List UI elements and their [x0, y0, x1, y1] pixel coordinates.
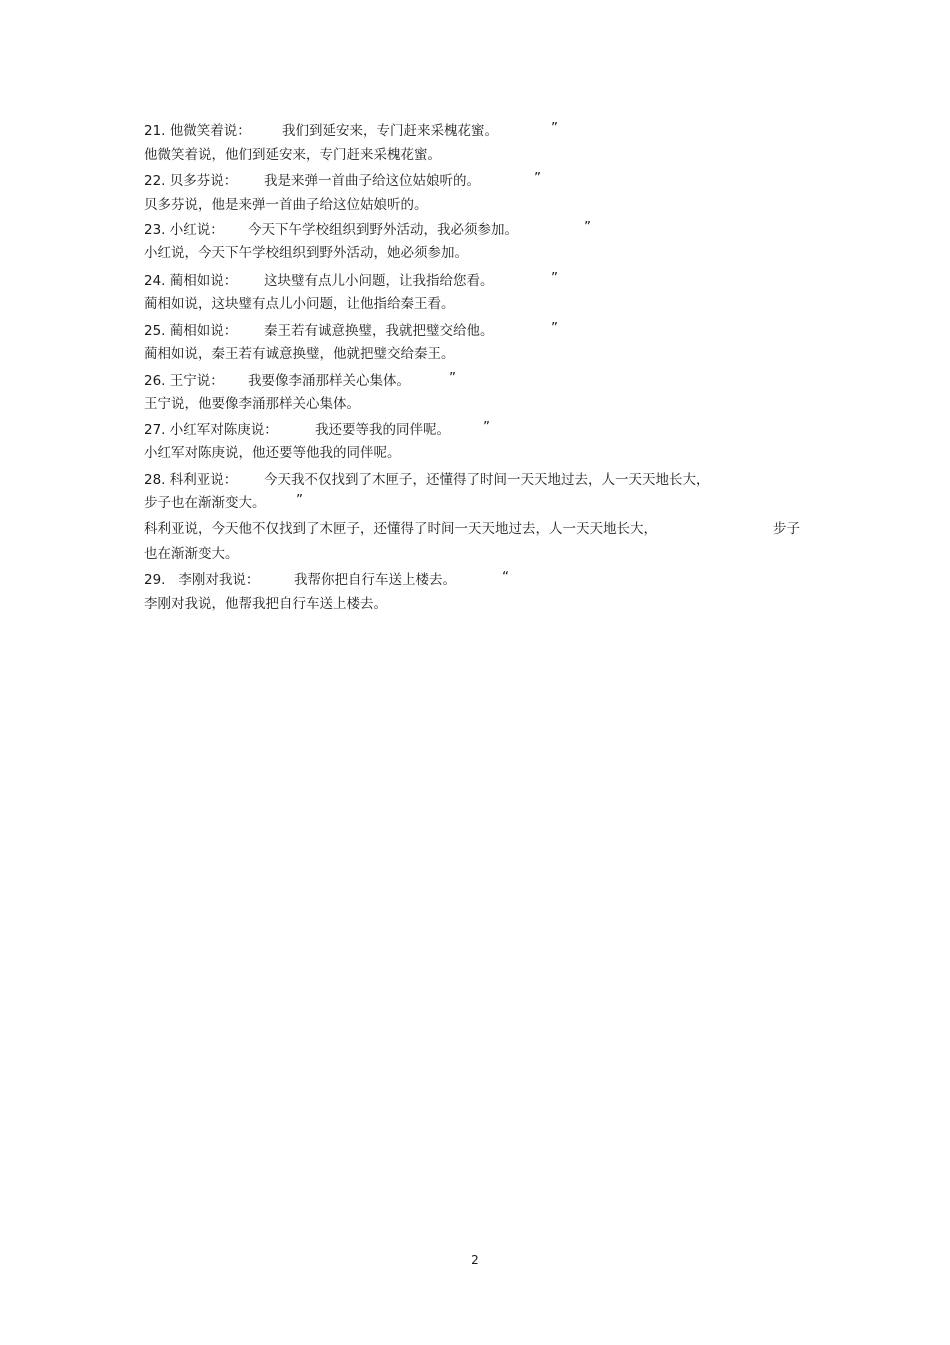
question-24-close-quote: ” [551, 270, 558, 286]
answer-27: 小红军对陈庚说，他还要等他我的同伴呢。 [144, 445, 401, 461]
question-27-close-quote: ” [483, 419, 490, 435]
answer-26: 王宁说，他要像李涌那样关心集体。 [144, 396, 360, 412]
question-21-quote: 我们到延安来，专门赶来采槐花蜜。 [282, 123, 498, 139]
question-23-label: 23. 小红说： [144, 222, 224, 238]
question-29-quote: 我帮你把自行车送上楼去。 [294, 572, 456, 588]
question-28-line2: 步子也在渐渐变大。 [144, 495, 266, 511]
question-29-label: 29. 李刚对我说： [144, 572, 260, 588]
answer-28-tail: 步子 [773, 521, 800, 537]
answer-29: 李刚对我说，他帮我把自行车送上楼去。 [144, 596, 387, 612]
answer-22: 贝多芬说，他是来弹一首曲子给这位姑娘听的。 [144, 197, 428, 213]
question-25-close-quote: ” [551, 320, 558, 336]
question-26-close-quote: ” [449, 370, 456, 386]
question-22-quote: 我是来弹一首曲子给这位姑娘听的。 [264, 173, 480, 189]
question-21-label: 21. 他微笑着说： [144, 123, 251, 139]
question-27-quote: 我还要等我的同伴呢。 [315, 422, 450, 438]
answer-23: 小红说，今天下午学校组织到野外活动，她必须参加。 [144, 245, 468, 261]
question-28-close-quote: ” [296, 492, 303, 508]
question-24-quote: 这块璧有点儿小问题，让我指给您看。 [264, 273, 494, 289]
question-28-quote: 今天我不仅找到了木匣子，还懂得了时间一天天地过去，人一天天地长大， [264, 472, 710, 488]
question-22-close-quote: ” [534, 170, 541, 186]
question-26-label: 26. 王宁说： [144, 373, 224, 389]
question-25-label: 25. 蔺相如说： [144, 323, 238, 339]
answer-24: 蔺相如说，这块璧有点儿小问题，让他指给秦王看。 [144, 296, 455, 312]
answer-28: 科利亚说，今天他不仅找到了木匣子，还懂得了时间一天天地过去，人一天天地长大， [144, 521, 657, 537]
question-28-label: 28. 科利亚说： [144, 472, 238, 488]
question-25-quote: 秦王若有诚意换璧，我就把璧交给他。 [264, 323, 494, 339]
question-22-label: 22. 贝多芬说： [144, 173, 238, 189]
question-24-label: 24. 蔺相如说： [144, 273, 238, 289]
question-26-quote: 我要像李涌那样关心集体。 [248, 373, 410, 389]
answer-28-line2: 也在渐渐变大。 [144, 546, 239, 562]
page-number: 2 [471, 1253, 479, 1267]
question-21-close-quote: ” [551, 120, 558, 136]
question-23-close-quote: ” [584, 219, 591, 235]
answer-21: 他微笑着说，他们到延安来，专门赶来采槐花蜜。 [144, 147, 441, 163]
question-29-close-quote: “ [502, 569, 509, 585]
question-27-label: 27. 小红军对陈庚说： [144, 422, 278, 438]
question-23-quote: 今天下午学校组织到野外活动，我必须参加。 [248, 222, 518, 238]
answer-25: 蔺相如说，秦王若有诚意换璧，他就把璧交给秦王。 [144, 346, 455, 362]
